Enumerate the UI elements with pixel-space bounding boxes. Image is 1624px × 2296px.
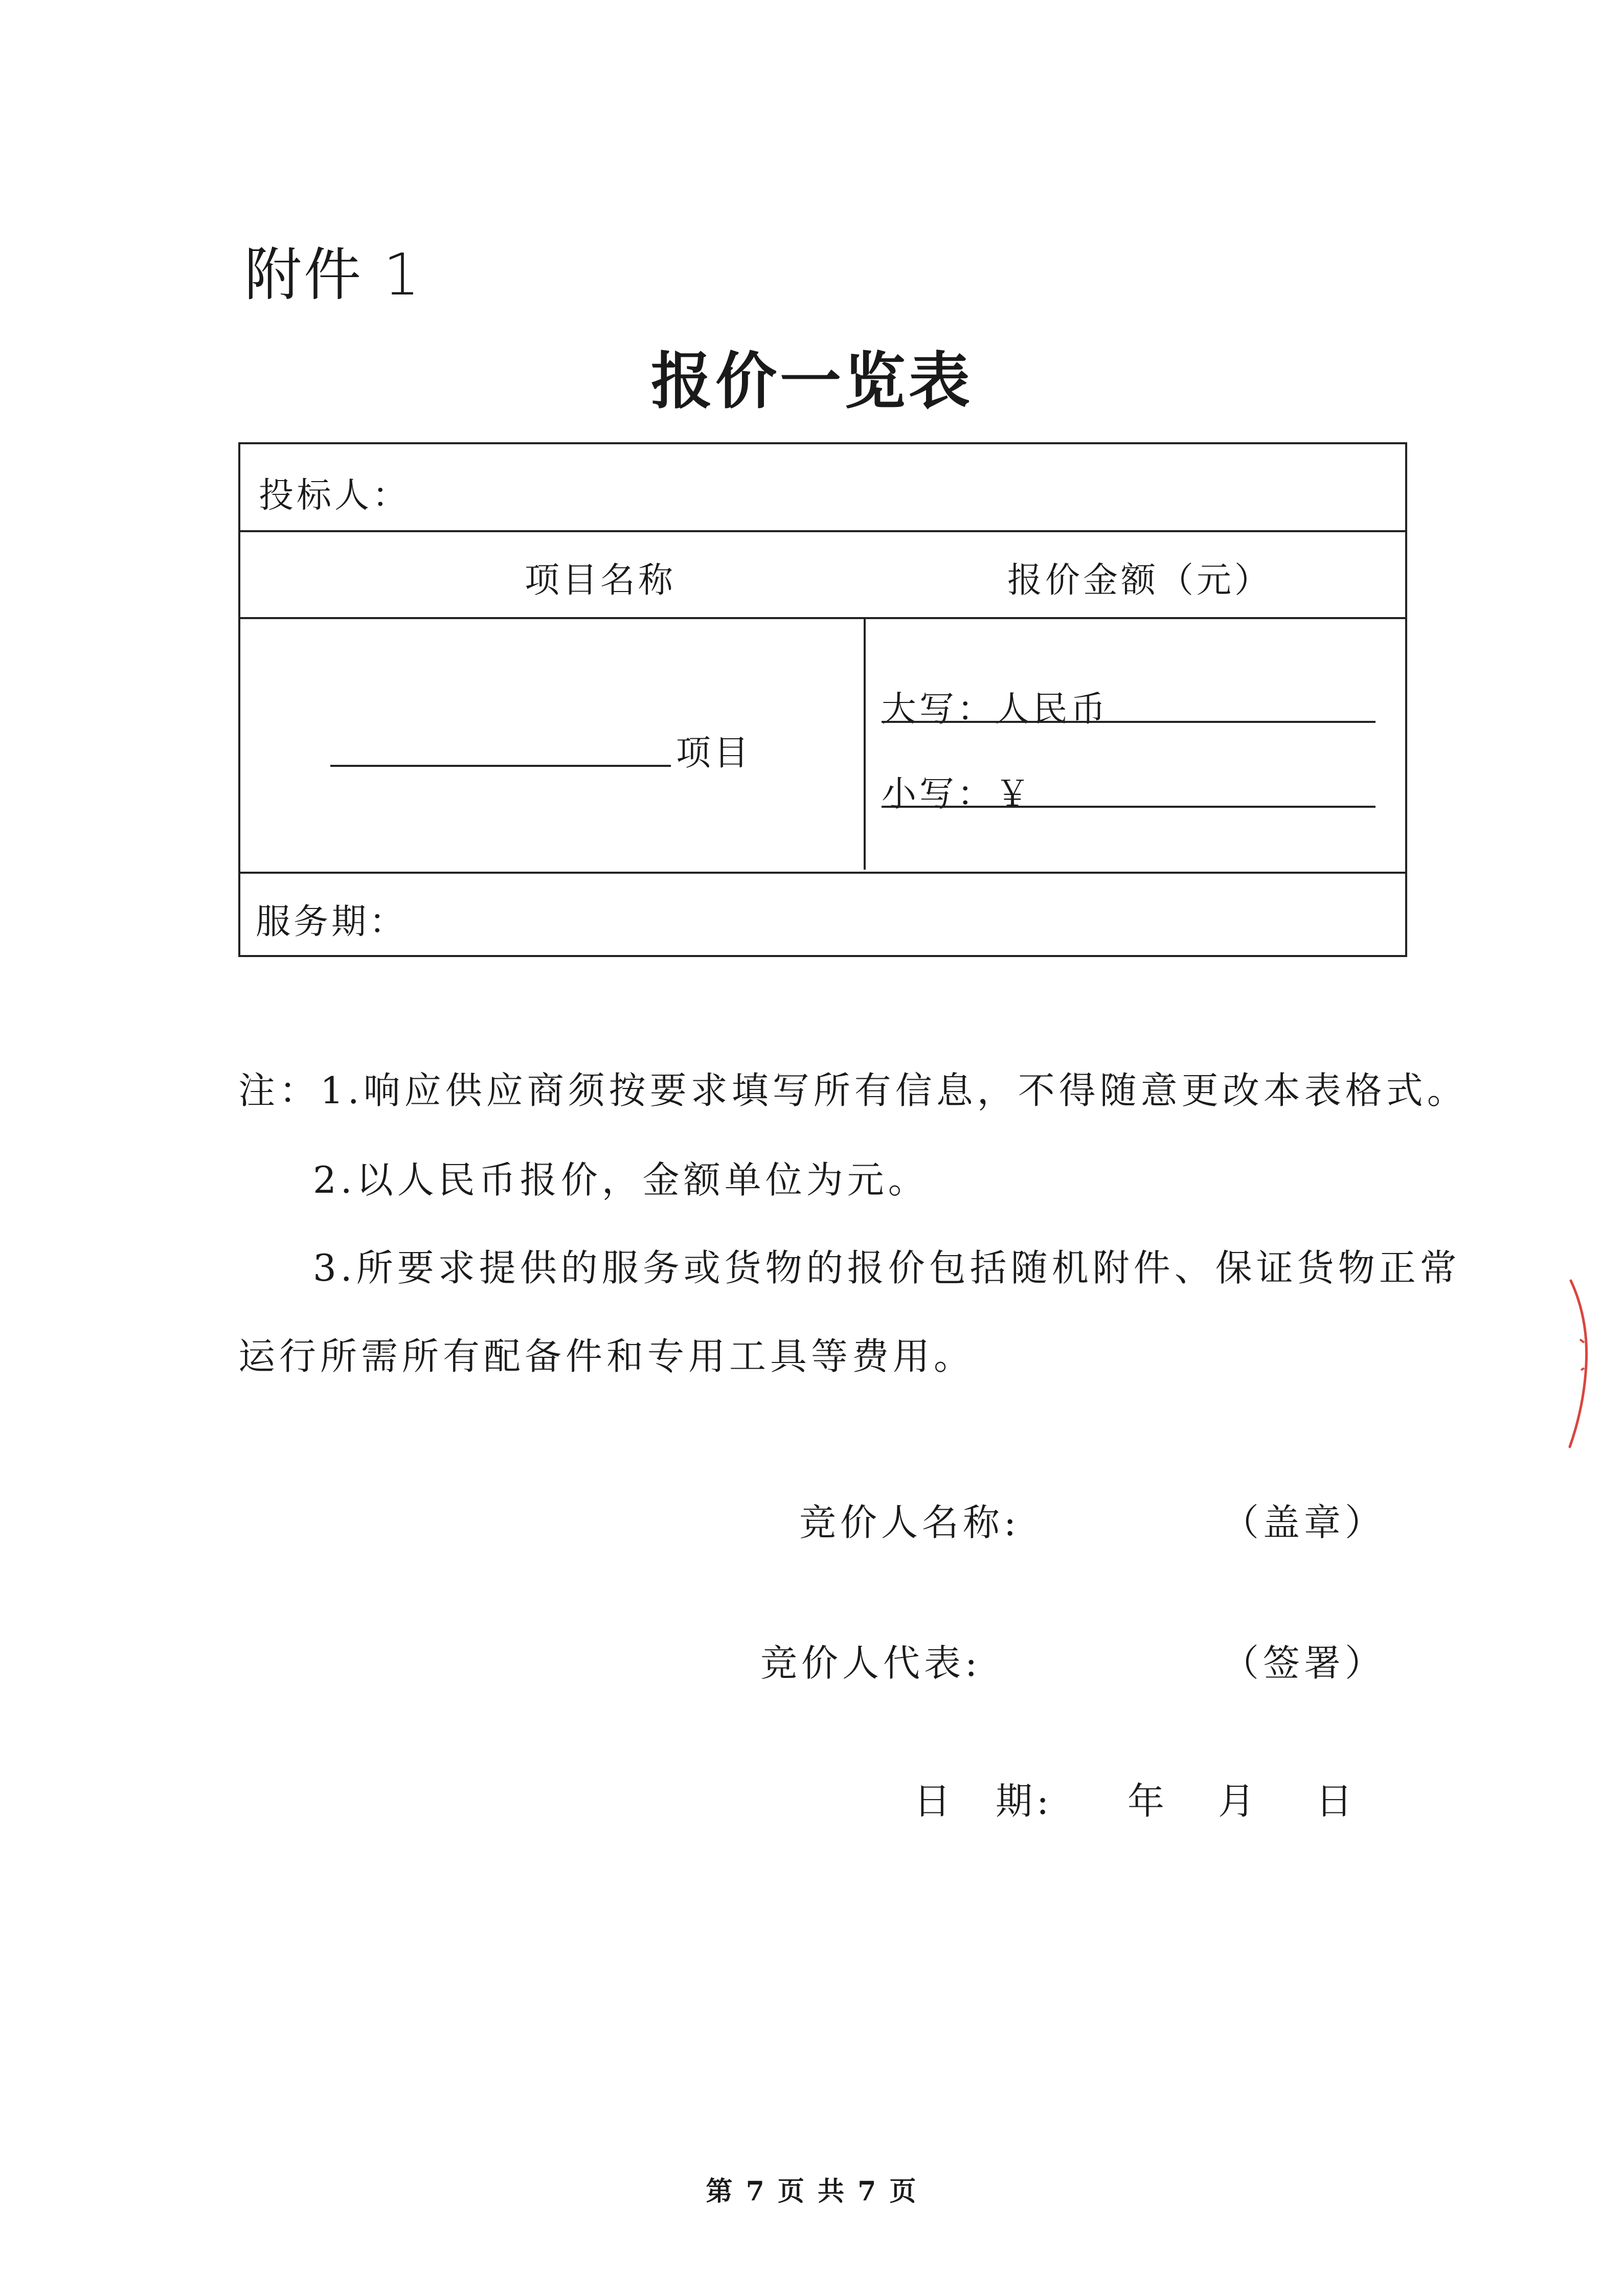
representative-label: 竞价人代表:	[760, 1642, 982, 1685]
project-suffix: 项目	[676, 733, 752, 774]
table-divider	[240, 530, 1405, 532]
annex-label: 附件 1	[244, 242, 422, 308]
page-title: 报价一览表	[651, 345, 973, 417]
table-divider	[240, 872, 1405, 874]
amount-upper-label: 大写：人民币	[882, 689, 1109, 730]
table-column-divider	[864, 617, 866, 870]
page-footer: 第 7 页 共 7 页	[706, 2176, 918, 2207]
project-name-blank[interactable]	[330, 765, 671, 767]
date-month: 月	[1218, 1780, 1259, 1823]
date-day: 日	[1316, 1780, 1357, 1823]
sign-label: （签署）	[1222, 1642, 1386, 1685]
quotation-table	[238, 442, 1407, 957]
note-line-3: 3.所要求提供的服务或货物的报价包括随机附件、保证货物正常	[313, 1246, 1461, 1289]
note-line-3-continued: 运行所需所有配备件和专用工具等费用。	[238, 1335, 975, 1378]
bidder-name-label: 竞价人名称:	[799, 1501, 1021, 1544]
amount-upper-blank[interactable]	[882, 721, 1375, 723]
date-label: 日 期:	[914, 1780, 1053, 1823]
table-divider	[240, 617, 1405, 619]
service-period-label: 服务期：	[256, 902, 408, 942]
seal-label: （盖章）	[1222, 1501, 1386, 1544]
partial-seal-mark	[1566, 1278, 1596, 1452]
bidder-label: 投标人：	[259, 475, 411, 516]
column-header-project: 项目名称	[525, 560, 676, 601]
note-line-2: 2.以人民币报价，金额单位为元。	[313, 1158, 929, 1201]
column-header-amount: 报价金额（元）	[1007, 560, 1273, 601]
date-year: 年	[1127, 1780, 1169, 1823]
note-line-1: 注：1.响应供应商须按要求填写所有信息，不得随意更改本表格式。	[238, 1069, 1468, 1112]
amount-lower-blank[interactable]	[882, 806, 1375, 808]
amount-lower-label: 小写：￥	[882, 774, 1033, 814]
